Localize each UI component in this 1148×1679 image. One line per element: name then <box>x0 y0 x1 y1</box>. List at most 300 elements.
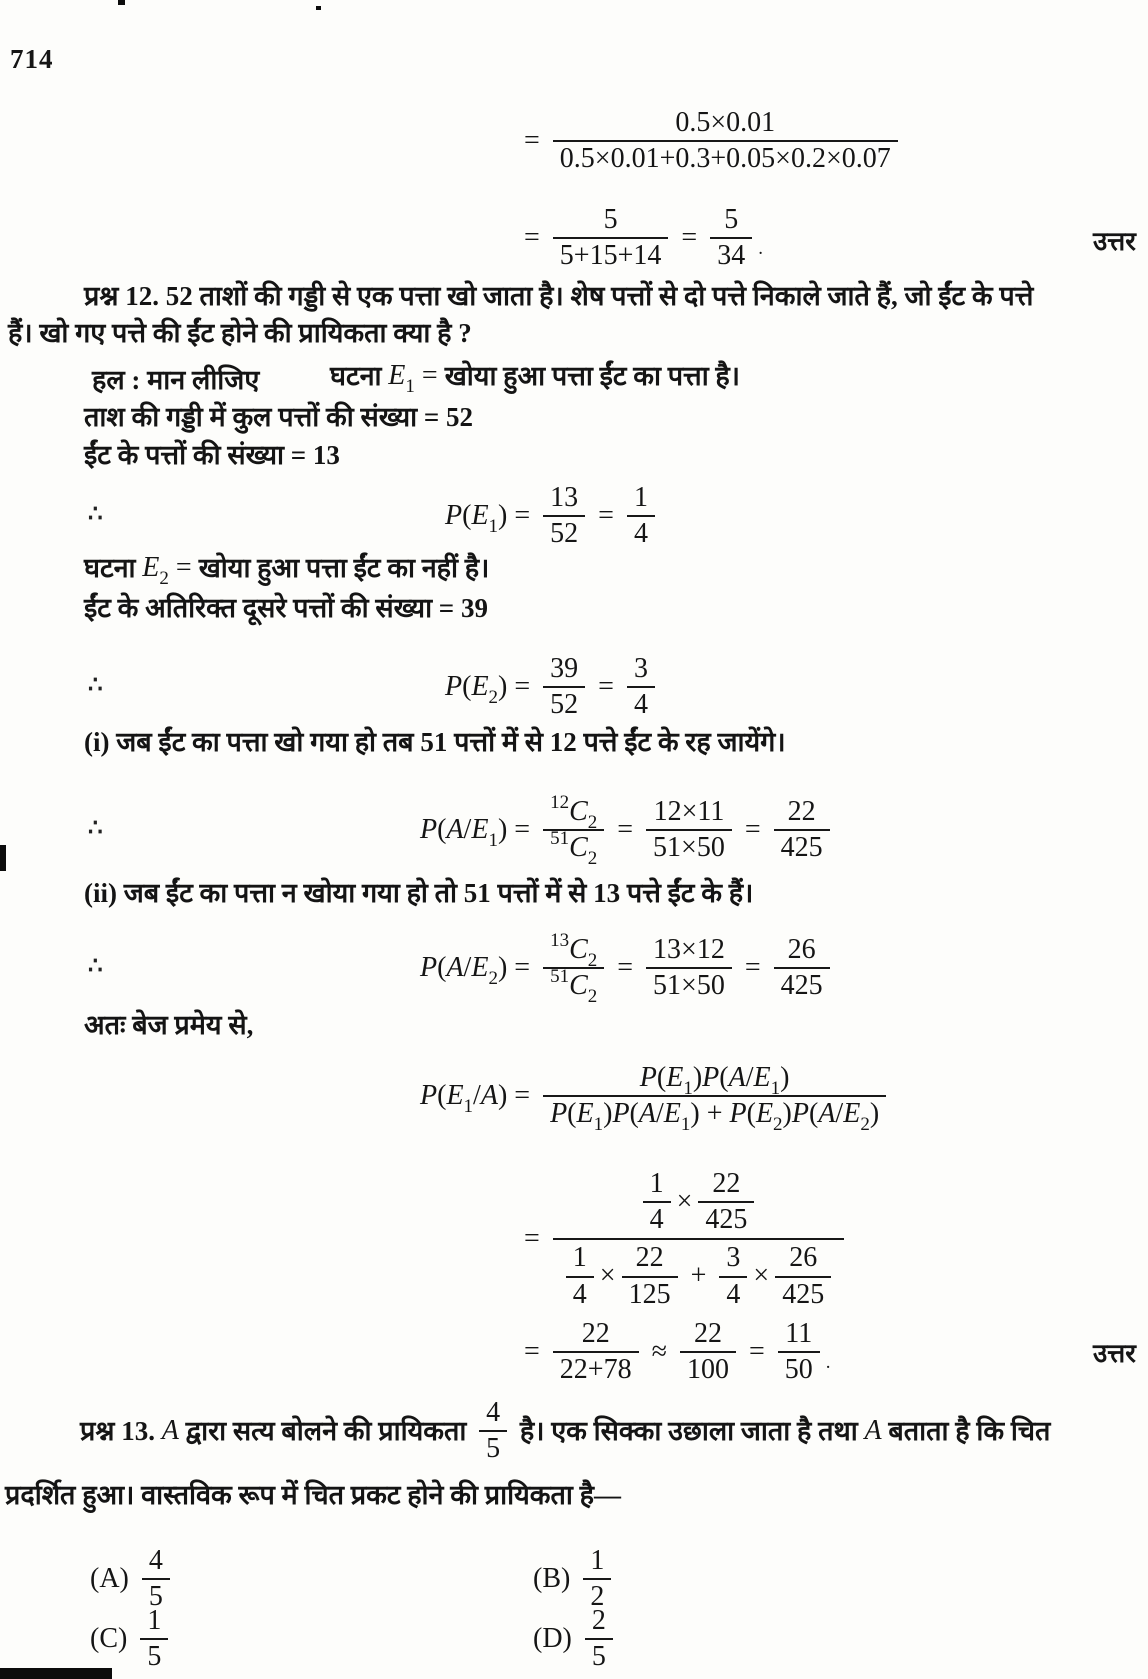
math-text: (B) <box>533 1563 578 1595</box>
math-fraction <box>646 933 732 1003</box>
math-text: 4 <box>486 1397 501 1428</box>
question-12-line-1: प्रश्न 12. 52 ताशों की गड्डी से एक पत्ता खो जाता है। शेष पत्तों से दो पत्ते निकाले जाते हैं, जो ईंट के पत्ते <box>84 281 1034 311</box>
case-i-line: (i) जब ईंट का पत्ता खो गया हो तब 51 पत्तों में से 12 पत्ते ईंट के रह जायेंगे। <box>84 727 786 757</box>
math-text: 4 <box>633 689 648 721</box>
math-text: 1 <box>147 1605 162 1636</box>
math-fraction <box>646 795 732 865</box>
math-italic: A <box>161 1415 179 1447</box>
formula-p-a-e2 <box>420 929 836 1007</box>
math-text: 125 <box>628 1278 671 1310</box>
math-denominator <box>622 1276 678 1312</box>
math-italic: E <box>471 500 489 532</box>
page-number: 714 <box>10 44 54 74</box>
math-italic: C <box>569 832 588 864</box>
math-text: 100 <box>686 1354 729 1386</box>
math-text: = <box>610 814 641 846</box>
math-text: = <box>737 952 768 984</box>
math-numerator <box>479 1396 507 1430</box>
math-denominator <box>543 1095 886 1135</box>
math-denominator <box>479 1430 507 1466</box>
math-text: 4 <box>633 518 648 550</box>
math-subscript: 1 <box>683 1077 693 1099</box>
math-fraction <box>553 1317 639 1387</box>
math-italic: E <box>666 1062 684 1093</box>
math-numerator <box>543 1061 886 1099</box>
math-subscript: 2 <box>860 1113 870 1135</box>
math-text: 26 <box>789 1242 818 1274</box>
math-numerator <box>774 795 830 829</box>
math-superscript: 51 <box>550 965 570 987</box>
math-subscript: . <box>825 1351 831 1373</box>
math-fraction <box>698 1167 754 1237</box>
math-text: = <box>524 125 547 157</box>
math-text: ( <box>808 1098 819 1130</box>
math-italic: E <box>753 1062 771 1093</box>
math-text: / <box>473 1080 481 1112</box>
math-text: × <box>599 1260 616 1292</box>
math-text: 50 <box>784 1354 813 1386</box>
math-numerator <box>553 203 669 237</box>
math-hindi-text: घटना <box>330 360 389 391</box>
math-subscript: . <box>758 237 763 259</box>
math-text: 425 <box>705 1204 748 1236</box>
math-fraction <box>643 1167 671 1237</box>
math-text: = <box>414 360 445 391</box>
total-cards-line: ताश की गड्डी में कुल पत्तों की संख्या = 52 <box>84 402 474 432</box>
math-denominator <box>646 967 732 1003</box>
formula-bayes-step1 <box>420 1061 892 1135</box>
scan-artifact-speck-1 <box>118 0 125 5</box>
math-row <box>560 1241 837 1311</box>
math-row <box>445 481 661 551</box>
option-c <box>90 1604 174 1674</box>
therefore-symbol-1: ∴ <box>88 501 103 526</box>
math-text: 2 <box>591 1605 606 1636</box>
math-italic: A <box>480 1080 498 1112</box>
math-text: / <box>655 1098 664 1130</box>
math-subscript: 2 <box>488 967 498 989</box>
question-12-line-2: हैं। खो गए पत्ते की ईंट होने की प्रायिकता क्या है ? <box>8 318 472 348</box>
bayes-intro-line: अतः बेज प्रमेय से, <box>84 1010 254 1040</box>
math-denominator <box>553 1238 844 1312</box>
math-numerator <box>543 652 585 686</box>
math-text: = <box>524 222 547 254</box>
math-text: 22 <box>712 1168 741 1199</box>
math-italic: P <box>445 671 463 703</box>
math-text: ( <box>462 500 472 532</box>
math-text: 4 <box>649 1204 664 1236</box>
math-text: 12×11 <box>653 796 725 827</box>
math-numerator <box>778 1317 820 1351</box>
math-numerator <box>553 1317 639 1351</box>
math-text: 5 <box>603 204 618 235</box>
math-numerator <box>627 652 655 686</box>
math-superscript: 12 <box>550 791 570 813</box>
math-row <box>550 1098 880 1135</box>
math-row <box>639 1062 790 1099</box>
math-denominator <box>680 1351 736 1387</box>
math-subscript: 2 <box>587 811 598 833</box>
math-italic: E <box>142 552 160 583</box>
math-row <box>550 965 598 1007</box>
math-text: 52 <box>550 518 579 550</box>
math-text: 425 <box>782 1278 825 1310</box>
math-text: ) <box>782 1098 792 1130</box>
math-denominator <box>543 515 585 551</box>
math-text: 39 <box>550 653 579 684</box>
math-text: ( <box>437 1080 447 1112</box>
math-text: (C) <box>90 1623 135 1655</box>
math-subscript: 1 <box>680 1113 691 1135</box>
math-italic: A <box>818 1098 836 1130</box>
math-subscript: 1 <box>463 1095 474 1117</box>
math-fraction <box>627 652 655 722</box>
math-italic: E <box>576 1098 594 1130</box>
math-italic: A <box>446 952 464 984</box>
math-text: ) = <box>498 500 538 532</box>
math-italic: E <box>843 1098 861 1130</box>
math-fraction <box>553 1166 844 1313</box>
math-row <box>524 203 763 273</box>
math-denominator <box>698 1201 754 1237</box>
math-denominator <box>646 829 732 865</box>
math-text: 425 <box>780 832 823 864</box>
math-text: ) = <box>497 952 538 984</box>
math-denominator <box>553 237 669 273</box>
math-denominator <box>543 686 585 722</box>
math-subscript: 1 <box>593 1113 604 1135</box>
math-numerator <box>627 481 655 515</box>
therefore-symbol-4: ∴ <box>88 953 103 978</box>
math-fraction <box>719 1241 747 1311</box>
math-text: ( <box>656 1062 667 1093</box>
formula-p-e2 <box>445 652 661 722</box>
math-subscript: 1 <box>488 515 499 537</box>
math-denominator <box>774 967 830 1003</box>
math-text: ( <box>567 1098 577 1130</box>
math-numerator <box>142 1544 170 1578</box>
math-numerator <box>774 933 830 967</box>
math-text: 4 <box>148 1545 163 1576</box>
math-italic: C <box>569 934 588 965</box>
math-text: = <box>591 671 621 703</box>
math-hindi-text: प्रश्न 13. <box>80 1415 162 1446</box>
math-italic: P <box>420 952 438 984</box>
math-text: 5+15+14 <box>559 240 662 272</box>
therefore-symbol-2: ∴ <box>88 672 103 697</box>
math-row <box>420 791 836 869</box>
math-numerator <box>643 1167 671 1201</box>
math-numerator <box>543 481 585 515</box>
math-text: 1 <box>649 1168 664 1199</box>
math-text: / <box>463 952 472 984</box>
math-italic: C <box>569 970 588 1002</box>
math-text: 51×50 <box>653 970 725 1002</box>
math-italic: P <box>791 1098 809 1130</box>
math-text: = <box>674 222 705 254</box>
math-subscript: 2 <box>587 985 598 1007</box>
option-d <box>533 1604 619 1674</box>
formula-event-e1 <box>330 360 741 397</box>
math-fraction <box>627 481 655 551</box>
math-text: 51×50 <box>653 832 725 864</box>
math-text: ) <box>692 1062 703 1093</box>
math-text: 4 <box>572 1278 587 1310</box>
math-row <box>524 1166 850 1313</box>
formula-p-e1 <box>445 481 661 551</box>
math-subscript: 2 <box>488 686 499 708</box>
other-cards-line: ईंट के अतिरिक्त दूसरे पत्तों की संख्या = 39 <box>84 593 488 623</box>
math-fraction <box>585 1604 613 1674</box>
math-hindi-text: बताता है कि चित <box>881 1415 1051 1446</box>
formula-p-a-e1 <box>420 791 836 869</box>
math-numerator <box>553 106 898 140</box>
math-row <box>550 791 598 833</box>
math-subscript: 1 <box>770 1077 781 1099</box>
math-text: ) + <box>690 1098 730 1130</box>
math-text: ) <box>780 1062 790 1093</box>
math-subscript: 2 <box>773 1113 783 1135</box>
math-numerator <box>775 1241 831 1275</box>
math-denominator <box>627 515 655 551</box>
math-row <box>420 1061 892 1135</box>
math-denominator <box>585 1638 613 1674</box>
math-fraction <box>543 1061 886 1135</box>
answer-label-2: उत्तर <box>1093 1339 1136 1368</box>
math-denominator <box>719 1276 747 1312</box>
formula-bayes-step3 <box>524 1317 831 1387</box>
math-denominator <box>774 829 830 865</box>
math-fraction <box>566 1241 594 1311</box>
math-hindi-text: घटना <box>84 552 143 583</box>
math-row <box>637 1167 761 1237</box>
math-text: 5 <box>147 1641 162 1673</box>
math-text: 13 <box>550 482 579 513</box>
math-denominator <box>627 686 655 722</box>
formula-intro-step1 <box>524 106 904 176</box>
diamond-cards-line: ईंट के पत्तों की संख्या = 13 <box>84 440 340 470</box>
math-italic: E <box>446 1080 464 1112</box>
math-subscript: 2 <box>159 567 169 589</box>
math-text: ( <box>746 1098 756 1130</box>
math-numerator <box>583 1544 611 1578</box>
math-denominator <box>543 965 604 1007</box>
math-italic: P <box>445 500 463 532</box>
math-numerator <box>543 929 604 971</box>
math-row <box>80 1396 1050 1466</box>
math-italic: P <box>612 1098 630 1130</box>
math-text: ≈ <box>644 1336 674 1368</box>
math-denominator <box>553 1351 639 1387</box>
solution-label: हल : मान लीजिए <box>92 365 260 395</box>
formula-event-e2 <box>84 552 490 589</box>
math-text: 5 <box>148 1581 163 1613</box>
math-text: 3 <box>633 653 648 684</box>
math-row <box>550 929 598 971</box>
math-fraction <box>543 929 604 1007</box>
math-text: 5 <box>724 204 739 235</box>
math-text: ) <box>869 1098 880 1130</box>
math-fraction <box>543 791 604 869</box>
math-fraction <box>543 481 585 551</box>
math-denominator <box>778 1351 820 1387</box>
math-text: × <box>676 1186 693 1218</box>
math-italic: A <box>638 1098 656 1130</box>
math-italic: P <box>702 1062 720 1093</box>
math-fraction <box>775 1241 831 1311</box>
math-text: 425 <box>780 970 823 1002</box>
math-italic: A <box>864 1415 882 1447</box>
math-italic: A <box>728 1062 746 1093</box>
scan-artifact-bottom-bar <box>0 1668 112 1679</box>
math-numerator <box>622 1241 678 1275</box>
math-fraction <box>553 203 669 273</box>
math-text: ( <box>629 1098 639 1130</box>
math-text: / <box>835 1098 844 1130</box>
math-row <box>84 552 490 589</box>
math-denominator <box>553 140 898 176</box>
math-text: 34 <box>717 240 746 272</box>
math-italic: P <box>420 814 438 846</box>
math-fraction <box>622 1241 678 1311</box>
math-text: (A) <box>90 1563 136 1595</box>
math-text: 2 <box>590 1581 605 1613</box>
math-italic: E <box>663 1098 681 1130</box>
math-row <box>445 652 661 722</box>
math-italic: P <box>639 1062 657 1093</box>
math-text: ) = <box>497 1080 538 1112</box>
formula-intro-step2 <box>524 203 763 273</box>
math-text: ) <box>603 1098 613 1130</box>
math-text: = <box>591 500 621 532</box>
math-subscript: 2 <box>587 949 598 971</box>
math-numerator <box>585 1604 613 1638</box>
math-text: 13×12 <box>653 934 725 965</box>
math-fraction <box>710 203 752 273</box>
math-italic: P <box>420 1080 438 1112</box>
math-italic: E <box>471 814 489 846</box>
math-fraction <box>140 1604 168 1674</box>
math-row <box>330 360 741 397</box>
math-hindi-text: खोया हुआ पत्ता ईंट का पत्ता है। <box>444 360 741 391</box>
math-text: = <box>741 1336 772 1368</box>
math-denominator <box>643 1201 671 1237</box>
math-numerator <box>566 1241 594 1275</box>
math-subscript: 1 <box>488 829 498 851</box>
math-denominator <box>566 1276 594 1312</box>
math-text: ( <box>462 671 472 703</box>
math-row <box>90 1604 174 1674</box>
math-numerator <box>698 1167 754 1201</box>
math-text: 26 <box>787 934 816 965</box>
math-text: = <box>524 1336 547 1368</box>
math-numerator <box>140 1604 168 1638</box>
math-text: 3 <box>726 1242 741 1274</box>
math-text: + <box>683 1260 714 1292</box>
math-text: 1 <box>633 482 648 513</box>
math-numerator <box>553 1166 844 1238</box>
math-text: ) = <box>498 671 538 703</box>
math-text: = <box>610 952 641 984</box>
math-italic: P <box>550 1098 568 1130</box>
math-fraction <box>479 1396 507 1466</box>
math-text: 1 <box>572 1242 587 1274</box>
math-fraction <box>774 933 830 1003</box>
math-text: 0.5×0.01 <box>675 107 776 138</box>
math-row <box>533 1604 619 1674</box>
math-fraction <box>680 1317 736 1387</box>
math-denominator <box>775 1276 831 1312</box>
math-text: 0.5×0.01+0.3+0.05×0.2×0.07 <box>559 143 891 175</box>
math-numerator <box>646 795 732 829</box>
math-hindi-text: है। एक सिक्का उछाला जाता है तथा <box>513 1415 865 1446</box>
math-text: × <box>753 1260 770 1292</box>
math-denominator <box>710 237 752 273</box>
math-denominator <box>140 1638 168 1674</box>
math-text: ( <box>719 1062 729 1093</box>
math-row <box>524 106 904 176</box>
therefore-symbol-3: ∴ <box>88 815 103 840</box>
math-text: 22 <box>787 796 816 827</box>
math-text: 52 <box>550 689 579 721</box>
math-text: 1 <box>590 1545 605 1576</box>
math-denominator <box>543 827 604 869</box>
scan-artifact-speck-2 <box>316 6 321 10</box>
math-text: 22+78 <box>559 1354 632 1386</box>
math-subscript: 2 <box>587 847 598 869</box>
math-italic: E <box>471 671 489 703</box>
math-hindi-text: खोया हुआ पत्ता ईंट का नहीं है। <box>198 552 490 583</box>
math-text: ) = <box>497 814 538 846</box>
math-superscript: 13 <box>550 929 570 951</box>
math-numerator <box>680 1317 736 1351</box>
math-text: / <box>463 814 472 846</box>
math-numerator <box>710 203 752 237</box>
math-text: = <box>168 552 199 583</box>
question-13-line-1 <box>80 1396 1050 1466</box>
math-text: 22 <box>581 1318 610 1349</box>
math-italic: E <box>755 1098 774 1130</box>
math-row <box>420 929 836 1007</box>
math-fraction <box>543 652 585 722</box>
math-italic: E <box>388 360 406 391</box>
math-text: (D) <box>533 1623 579 1655</box>
math-text: 4 <box>726 1278 741 1310</box>
math-text: 22 <box>693 1318 722 1349</box>
math-italic: A <box>446 814 464 846</box>
math-subscript: 1 <box>405 375 415 397</box>
scan-artifact-edge-mark <box>0 845 6 871</box>
math-text: / <box>745 1062 754 1093</box>
math-text: = <box>524 1223 547 1255</box>
case-ii-line: (ii) जब ईंट का पत्ता न खोया गया हो तो 51 पत्तों में से 13 पत्ते ईंट के हैं। <box>84 878 754 908</box>
math-fraction <box>774 795 830 865</box>
math-text: 22 <box>635 1242 664 1274</box>
math-text: 11 <box>785 1318 813 1349</box>
math-italic: P <box>729 1098 747 1130</box>
math-fraction <box>778 1317 820 1387</box>
math-hindi-text: द्वारा सत्य बोलने की प्रायिकता <box>178 1415 474 1446</box>
math-italic: C <box>569 796 588 827</box>
math-row <box>524 1317 831 1387</box>
math-text: 5 <box>486 1433 501 1465</box>
question-13-line-2: प्रदर्शित हुआ। वास्तविक रूप में चित प्रकट होने की प्रायिकता है— <box>5 1480 621 1510</box>
math-text: = <box>737 814 768 846</box>
math-numerator <box>646 933 732 967</box>
math-numerator <box>543 791 604 833</box>
math-italic: E <box>471 952 489 984</box>
answer-label-1: उत्तर <box>1093 227 1136 256</box>
